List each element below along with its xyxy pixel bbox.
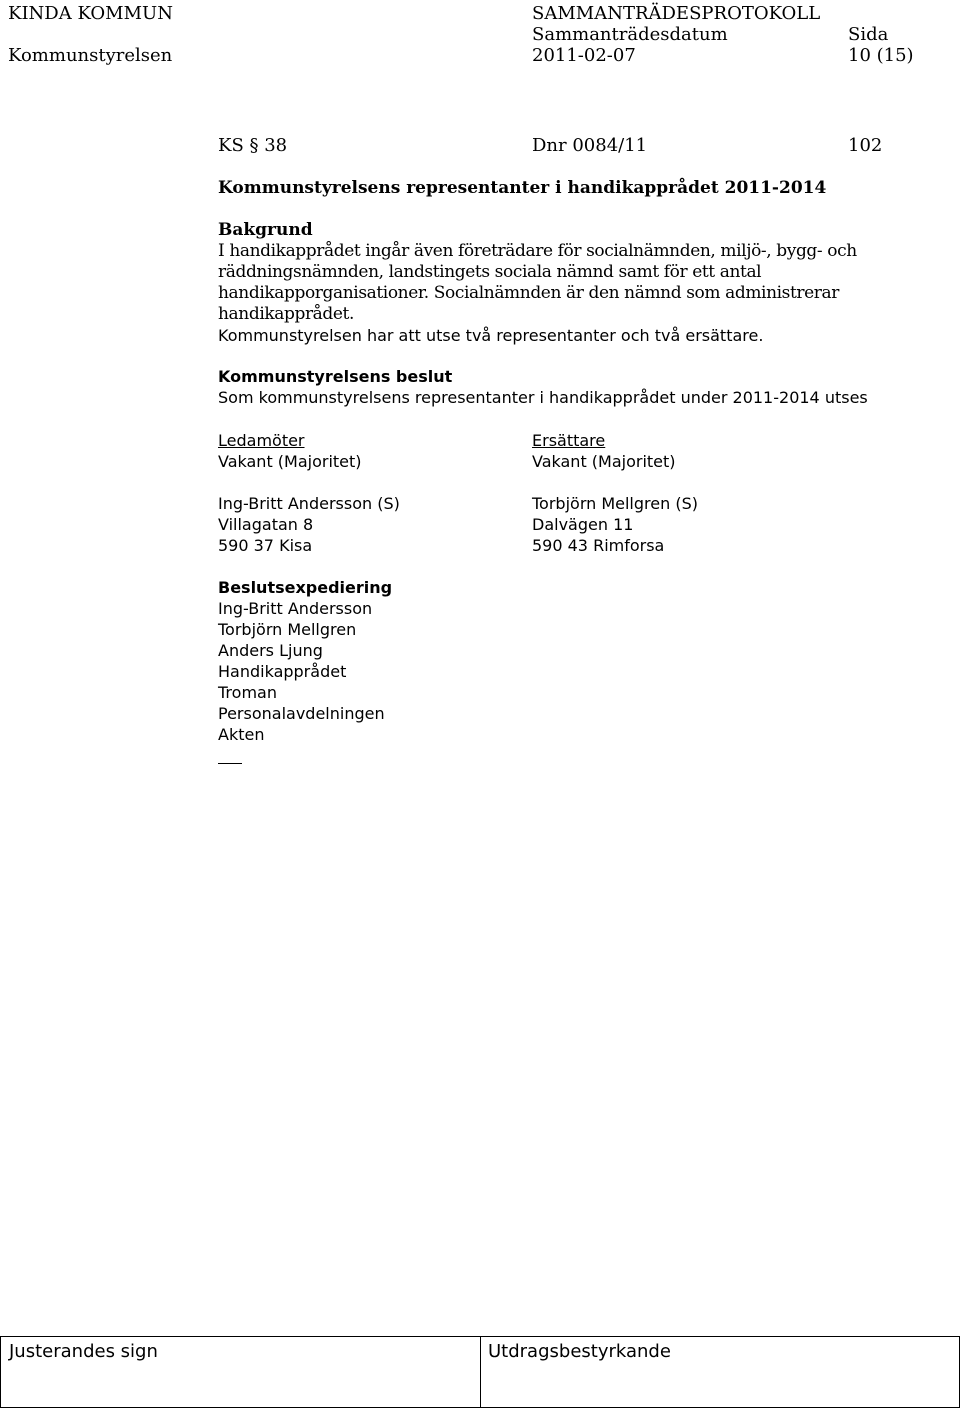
members-left-heading: Ledamöter: [218, 431, 305, 450]
date-label: Sammanträdesdatum: [532, 24, 728, 45]
signature-box: [0, 1336, 960, 1408]
dispatch-recipient: Ing-Britt Andersson: [218, 599, 373, 618]
members-right-heading: Ersättare: [532, 431, 606, 450]
background-line: handikapprådet.: [218, 304, 354, 324]
dispatch-recipient: Personalavdelningen: [218, 704, 385, 723]
member-vacant: Vakant (Majoritet): [218, 452, 362, 471]
doc-type: SAMMANTRÄDESPROTOKOLL: [532, 3, 821, 24]
footer-divider: [480, 1337, 481, 1407]
case-number: 102: [848, 135, 883, 156]
background-heading: Bakgrund: [218, 220, 313, 240]
member-name: Ing-Britt Andersson (S): [218, 494, 400, 513]
dispatch-recipient: Handikapprådet: [218, 662, 347, 681]
substitute-vacant: Vakant (Majoritet): [532, 452, 676, 471]
board-name: Kommunstyrelsen: [8, 45, 173, 66]
footer-extract-label: Utdragsbestyrkande: [488, 1341, 671, 1362]
background-line: handikapporganisationer. Socialnämnden är den nämnd som administrerar: [218, 283, 839, 303]
case-ks: KS § 38: [218, 135, 288, 156]
dispatch-heading: Beslutsexpediering: [218, 578, 393, 597]
end-rule: [218, 763, 242, 764]
decision-text: Som kommunstyrelsens representanter i handikapprådet under 2011-2014 utses: [218, 388, 868, 407]
org-name: KINDA KOMMUN: [8, 3, 173, 24]
case-title: Kommunstyrelsens representanter i handikapprådet 2011-2014: [218, 178, 827, 198]
case-dnr: Dnr 0084/11: [532, 135, 648, 156]
dispatch-recipient: Akten: [218, 725, 265, 744]
member-city: 590 37 Kisa: [218, 536, 313, 555]
footer-justering-label: Justerandes sign: [9, 1341, 158, 1362]
member-street: Villagatan 8: [218, 515, 314, 534]
meeting-date: 2011-02-07: [532, 45, 636, 66]
decision-heading: Kommunstyrelsens beslut: [218, 367, 453, 386]
background-note: Kommunstyrelsen har att utse två representanter och två ersättare.: [218, 326, 764, 345]
dispatch-recipient: Anders Ljung: [218, 641, 323, 660]
background-line: räddningsnämnden, landstingets sociala nämnd samt för ett antal: [218, 262, 762, 282]
page-number: 10 (15): [848, 45, 914, 66]
dispatch-recipient: Torbjörn Mellgren: [218, 620, 357, 639]
dispatch-recipient: Troman: [218, 683, 277, 702]
substitute-street: Dalvägen 11: [532, 515, 634, 534]
substitute-city: 590 43 Rimforsa: [532, 536, 665, 555]
page-label: Sida: [848, 24, 889, 45]
substitute-name: Torbjörn Mellgren (S): [532, 494, 698, 513]
background-line: I handikapprådet ingår även företrädare för socialnämnden, miljö-, bygg- och: [218, 241, 857, 261]
